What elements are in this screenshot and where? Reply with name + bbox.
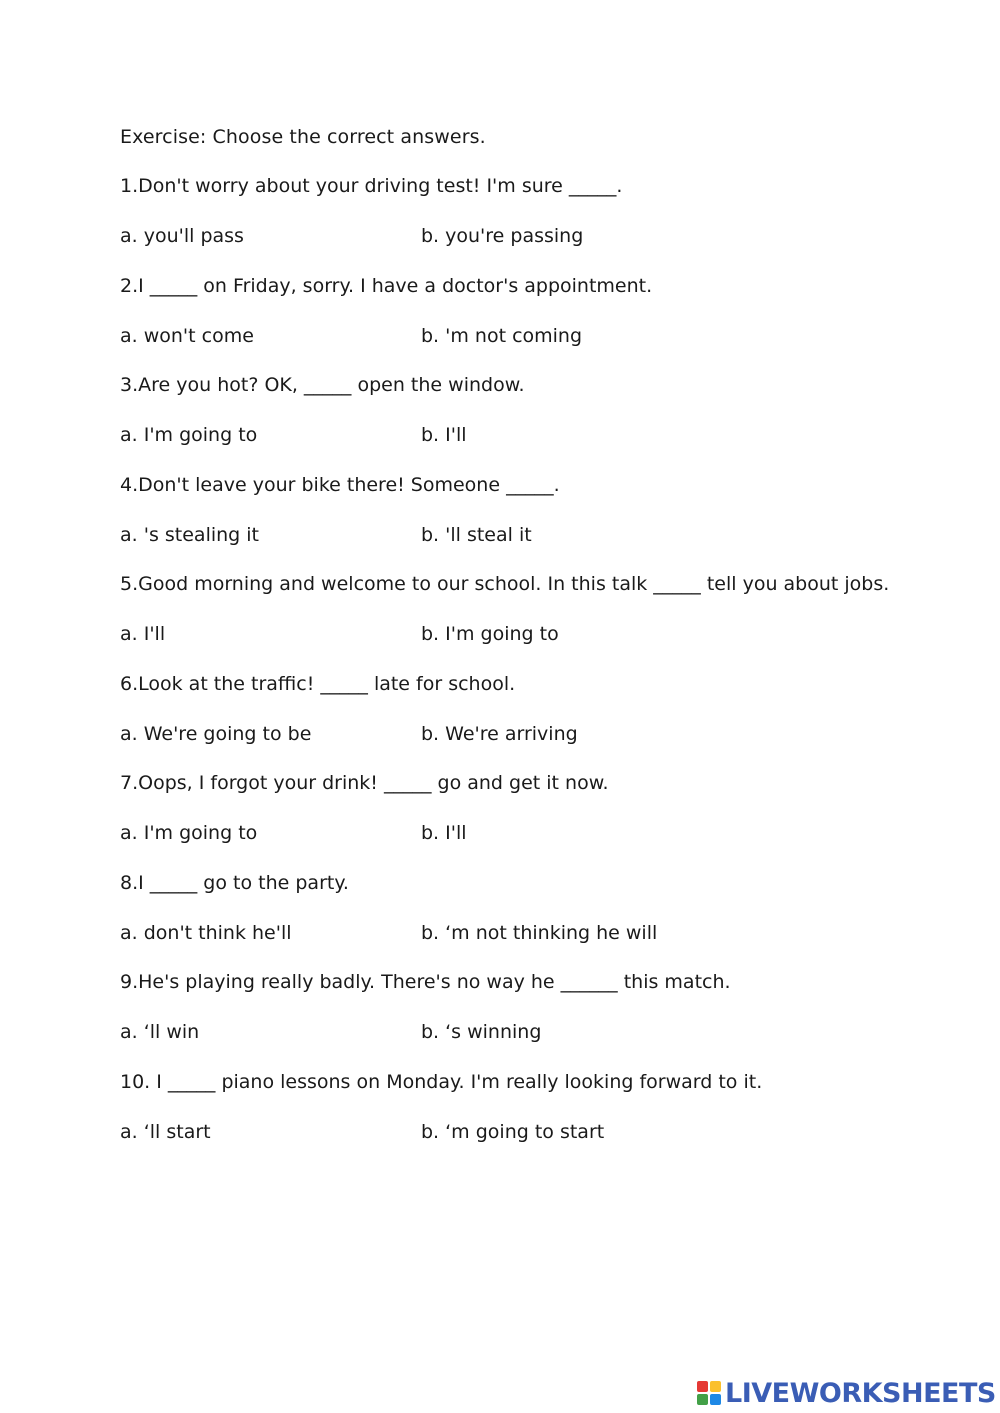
question-text: 9.He's playing really badly. There's no way he ______ this match. bbox=[120, 971, 731, 993]
option-a[interactable]: a. We're going to be bbox=[120, 722, 312, 745]
option-a[interactable]: a. I'm going to bbox=[120, 424, 258, 446]
option-b[interactable]: b. I'm going to bbox=[421, 623, 559, 645]
option-a[interactable]: a. I'm going to bbox=[120, 822, 258, 844]
question-item bbox=[120, 1071, 940, 1171]
option-b[interactable]: b. ‘s winning bbox=[421, 1021, 542, 1043]
option-b[interactable]: b. We're arriving bbox=[421, 722, 578, 745]
option-b[interactable]: b. 'm not coming bbox=[421, 324, 583, 347]
question-text: 7.Oops, I forgot your drink! _____ go and get it now. bbox=[120, 772, 609, 794]
question-text: 5.Good morning and welcome to our school. In this talk _____ tell you about jobs. bbox=[120, 573, 890, 595]
option-b[interactable]: b. ‘m not thinking he will bbox=[421, 921, 658, 944]
logo-block bbox=[697, 1381, 708, 1392]
question-item bbox=[120, 474, 940, 574]
option-a[interactable]: a. I'll bbox=[120, 623, 166, 645]
liveworksheets-logo bbox=[697, 1375, 996, 1411]
logo-block bbox=[710, 1394, 721, 1405]
option-a[interactable]: a. you'll pass bbox=[120, 225, 244, 247]
question-text: 2.I _____ on Friday, sorry. I have a doctor's appointment. bbox=[120, 274, 653, 297]
question-item bbox=[120, 275, 940, 375]
option-a[interactable]: a. ‘ll start bbox=[120, 1120, 211, 1143]
option-a[interactable]: a. won't come bbox=[120, 324, 254, 347]
question-item bbox=[120, 573, 940, 673]
logo-text: LIVEWORKSHEETS bbox=[725, 1377, 996, 1409]
option-b[interactable]: b. 'll steal it bbox=[421, 523, 532, 546]
question-text: 10. I _____ piano lessons on Monday. I'm really looking forward to it. bbox=[120, 1070, 763, 1093]
question-item bbox=[120, 374, 940, 474]
option-a[interactable]: a. ‘ll win bbox=[120, 1021, 200, 1043]
question-text: 4.Don't leave your bike there! Someone _____. bbox=[120, 473, 560, 496]
question-item bbox=[120, 971, 940, 1071]
question-item bbox=[120, 772, 940, 872]
question-item bbox=[120, 872, 940, 972]
option-b[interactable]: b. I'll bbox=[421, 822, 467, 844]
logo-blocks-icon bbox=[697, 1381, 721, 1405]
option-a[interactable]: a. 's stealing it bbox=[120, 523, 259, 546]
question-text: 8.I _____ go to the party. bbox=[120, 871, 349, 894]
logo-block bbox=[710, 1381, 721, 1392]
question-item bbox=[120, 175, 940, 275]
question-text: 3.Are you hot? OK, _____ open the window. bbox=[120, 374, 525, 396]
question-list bbox=[120, 175, 940, 1170]
exercise-title: Exercise: Choose the correct answers. bbox=[120, 126, 486, 148]
option-b[interactable]: b. you're passing bbox=[421, 225, 584, 247]
option-b[interactable]: b. ‘m going to start bbox=[421, 1120, 605, 1143]
question-item bbox=[120, 673, 940, 773]
question-text: 6.Look at the traffic! _____ late for school. bbox=[120, 672, 516, 695]
logo-block bbox=[697, 1394, 708, 1405]
option-a[interactable]: a. don't think he'll bbox=[120, 921, 292, 944]
question-text: 1.Don't worry about your driving test! I'm sure _____. bbox=[120, 175, 623, 197]
option-b[interactable]: b. I'll bbox=[421, 424, 467, 446]
